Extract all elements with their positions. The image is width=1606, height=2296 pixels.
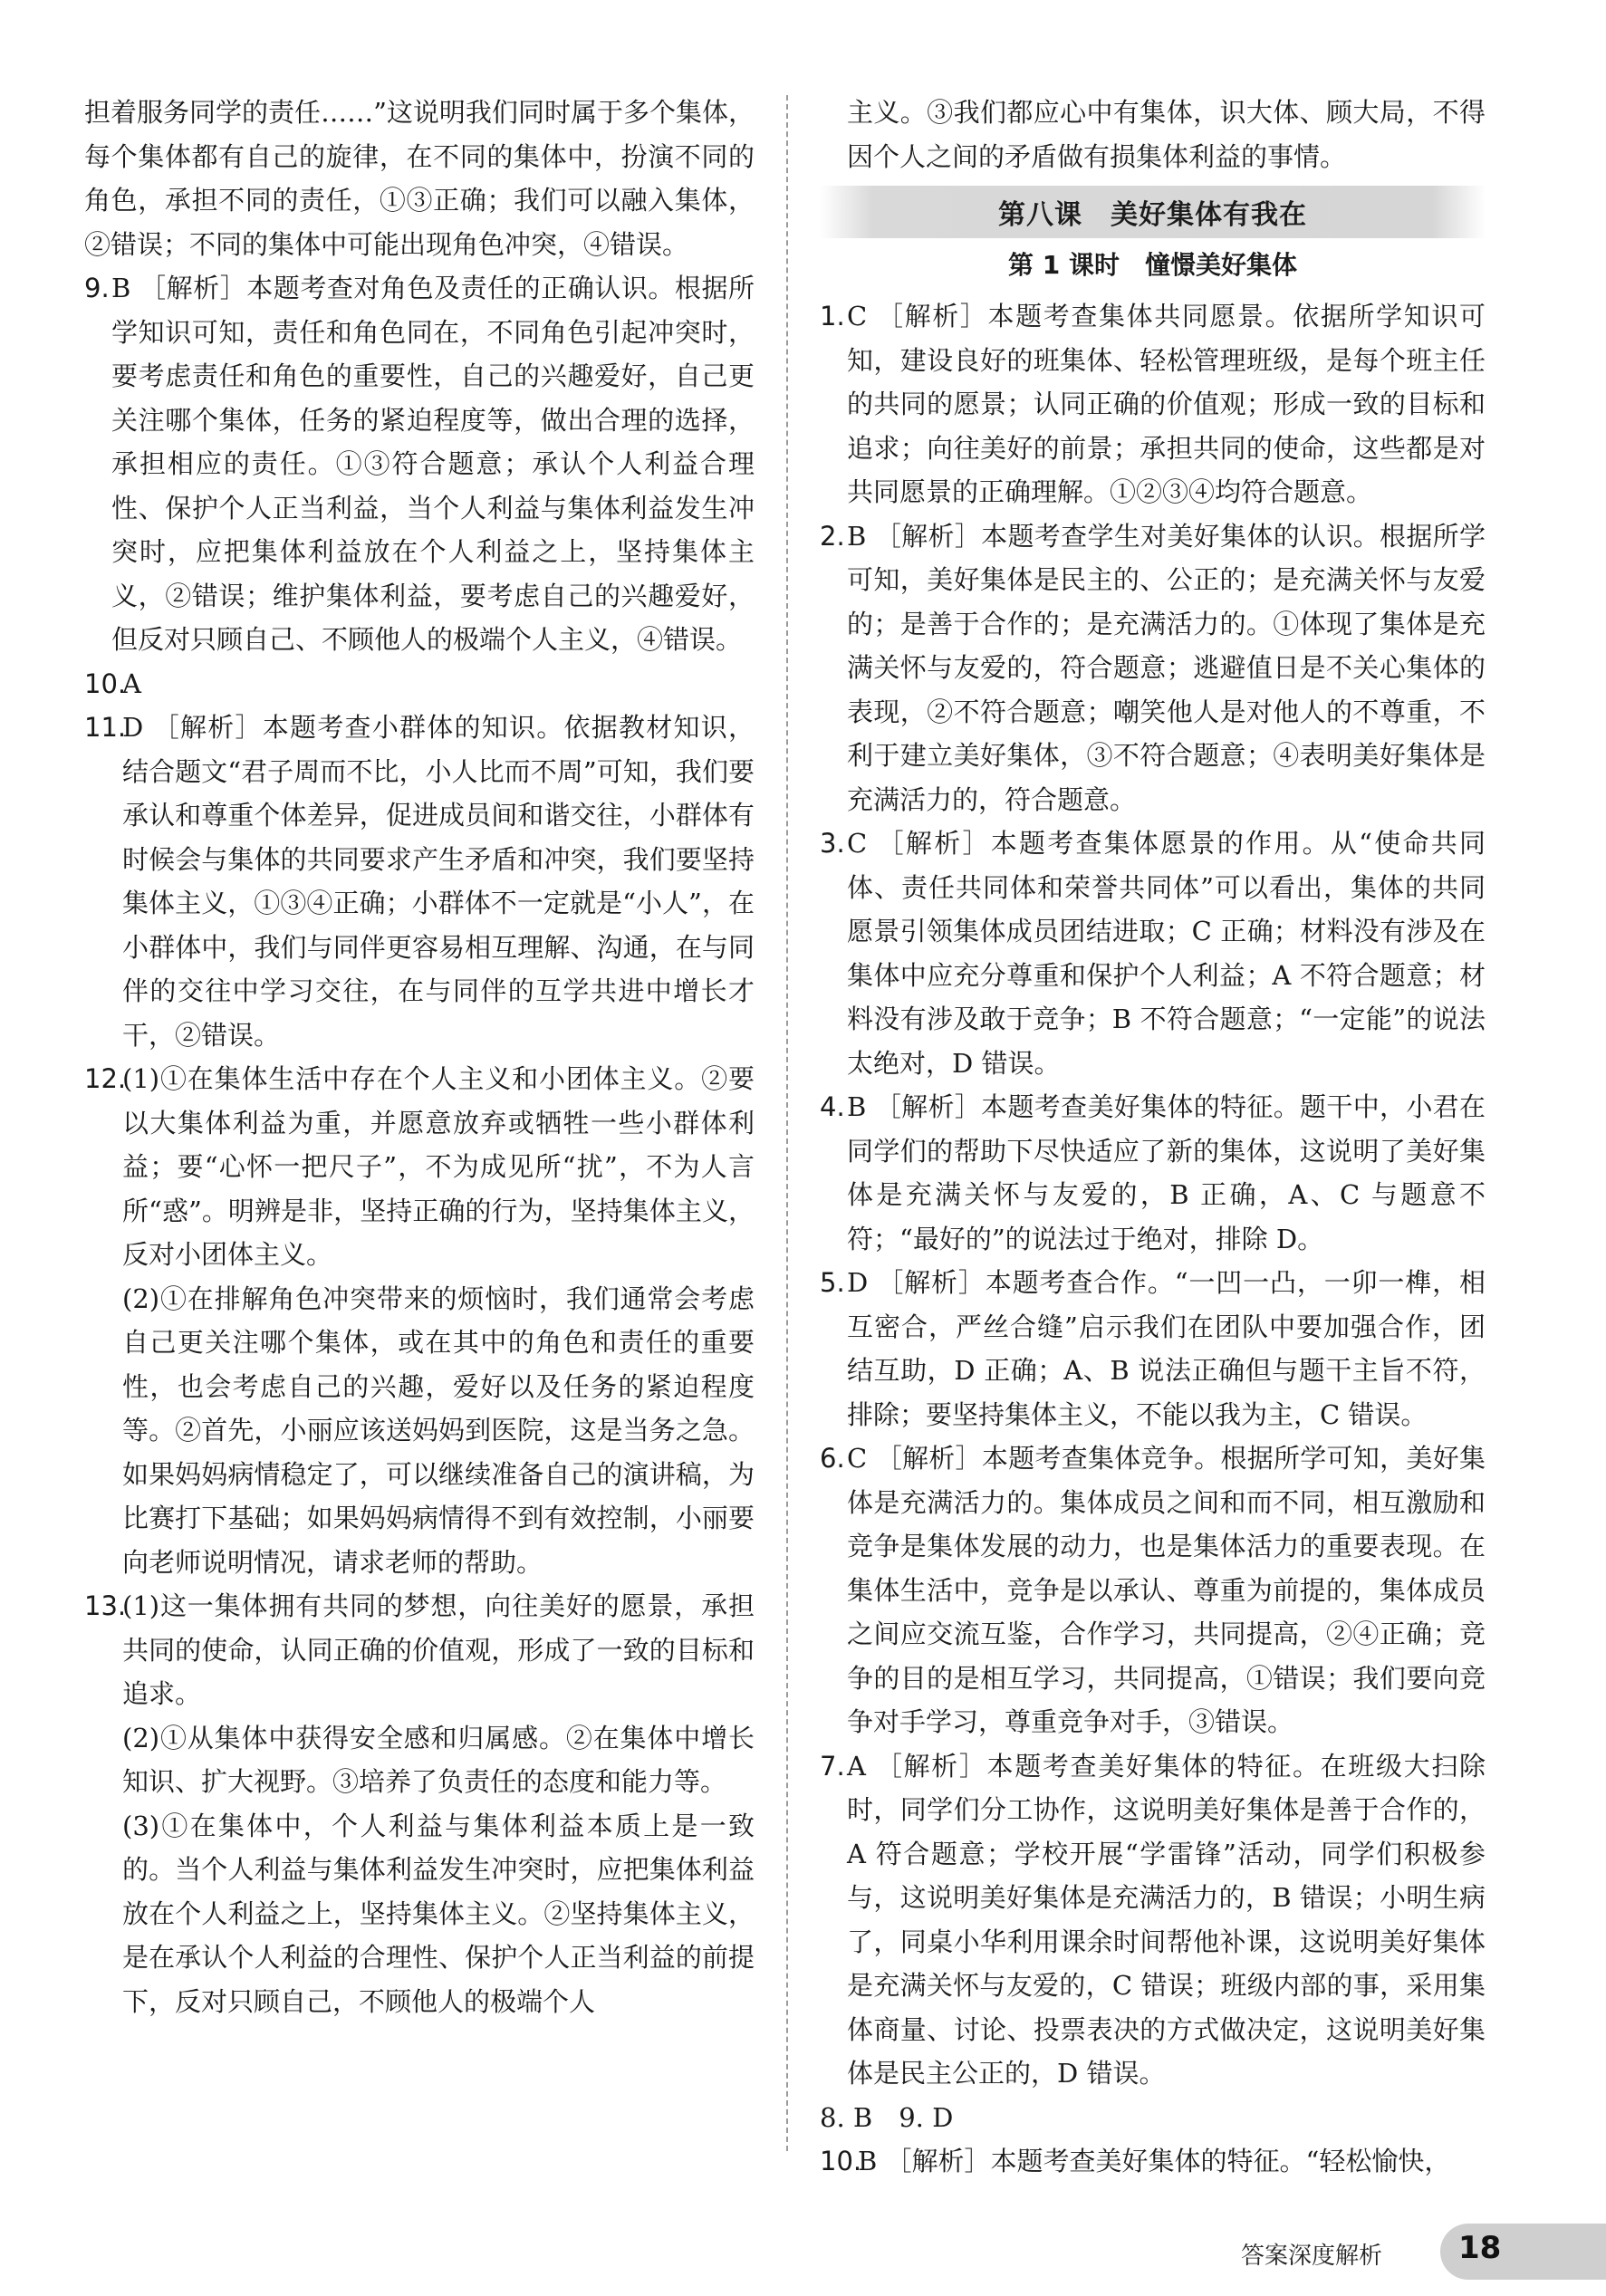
item-text: B ［解析］本题考查对角色及责任的正确认识。根据所学知识可知，责任和角色同在，不同角色引起冲突时，要考虑责任和角色的重要性，自己的兴趣爱好，自己更关注哪个集体，任务的紧迫程度等，做出合理的选择，承担相应的责任。①③符合题意；承认个人利益合理性、保护个人正当利益，当个人利益与集体利益发生冲突时，应把集体利益放在个人利益之上，坚持集体主义，②错误；维护集体利益，要考虑自己的兴趣爱好，但反对只顾自己、不顾他人的极端个人主义，④错误。	[111, 273, 755, 655]
continuation-text: 担着服务同学的责任……”这说明我们同时属于多个集体，每个集体都有自己的旋律，在不同的集体中，扮演不同的角色，承担不同的责任，①③正确；我们可以融入集体，②错误；不同的集体中可能出现角色冲突，④错误。	[84, 97, 755, 260]
answer-item-1	[820, 294, 1486, 514]
item-text: D ［解析］本题考查小群体的知识。依据教材知识，结合题文“君子周而不比，小人比而不周”可知，我们要承认和尊重个体差异，促进成员间和谐交往，小群体有时候会与集体的共同要求产生矛盾和冲突，我们要坚持集体主义，①③④正确；小群体不一定就是“小人”，在小群体中，我们与同伴更容易相互理解、沟通，在与同伴的交往中学习交往，在与同伴的互学共进中增长才干，②错误。	[122, 712, 755, 1051]
sub-answer-2: (2)①在排解角色冲突带来的烦恼时，我们通常会考虑自己更关注哪个集体，或在其中的角色和责任的重要性，也会考虑自己的兴趣，爱好以及任务的紧迫程度等。②首先，小丽应该送妈妈到医院，这是当务之急。如果妈妈病情稳定了，可以继续准备自己的演讲稿，为比赛打下基础；如果妈妈病情得不到有效控制，小丽要向老师说明情况，请求老师的帮助。	[122, 1282, 755, 1578]
lesson-title: 第八课 美好集体有我在	[820, 186, 1486, 238]
column-divider	[786, 95, 788, 2151]
answer-items-8-9: 8. B 9. D	[820, 2101, 954, 2133]
answer-item-11	[84, 706, 755, 1057]
item-text: A ［解析］本题考查美好集体的特征。在班级大扫除时，同学们分工协作，这说明美好集体是善于合作的，A 符合题意；学校开展“学雷锋”活动，同学们积极参与，这说明美好集体是充满活力的，B 错误；小明生病了，同桌小华利用课余时间帮他补课，这说明美好集体是充满关怀与友爱的，C 错误；班级内部的事，采用集体商量、讨论、投票表决的方式做决定，这说明美好集体是民主公正的，D 错误。	[847, 1750, 1486, 2089]
item-number: 3.	[820, 828, 845, 859]
item-text: A	[122, 668, 141, 699]
answer-item-2	[820, 514, 1486, 822]
item-body	[122, 1057, 755, 1584]
right-column	[820, 91, 1486, 2184]
footer-label: 答案深度解析	[1241, 2243, 1383, 2270]
item-text: C ［解析］本题考查集体愿景的作用。从“使命共同体、责任共同体和荣誉共同体”可以看出，集体的共同愿景引领集体成员团结进取；C 正确；材料没有涉及在集体中应充分尊重和保护个人利益；A 不符合题意；材料没有涉及敢于竞争；B 不符合题意；“一定能”的说法太绝对，D 错误。	[847, 828, 1486, 1079]
item-number: 11.	[84, 712, 127, 743]
answer-item-9	[84, 266, 755, 662]
sub-answer-3: (3)①在集体中，个人利益与集体利益本质上是一致的。当个人利益与集体利益发生冲突时，应把集体利益放在个人利益之上，坚持集体主义。②坚持集体主义，是在承认个人利益的合理性、保护个人正当利益的前提下，反对只顾自己，不顾他人的极端个人	[122, 1810, 755, 2017]
sub-answer-2: (2)①从集体中获得安全感和归属感。②在集体中增长知识、扩大视野。③培养了负责任的态度和能力等。	[122, 1722, 755, 1797]
item-text: C ［解析］本题考查集体竞争。根据所学可知，美好集体是充满活力的。集体成员之间和而不同，相互激励和竞争是集体发展的动力，也是集体活力的重要表现。在集体生活中，竞争是以承认、尊重为前提的，集体成员之间应交流互鉴，合作学习，共同提高，②④正确；竞争的目的是相互学习，共同提高，①错误；我们要向竞争对手学习，尊重竞争对手，③错误。	[847, 1443, 1486, 1737]
answer-item-10	[820, 2139, 1486, 2184]
item-number: 5.	[820, 1267, 845, 1298]
item-text: B ［解析］本题考查美好集体的特征。“轻松愉快，	[858, 2146, 1451, 2176]
answer-item-5	[820, 1261, 1486, 1436]
left-column	[84, 91, 755, 2023]
answer-item-6	[820, 1436, 1486, 1744]
page-number: 18	[1458, 2230, 1502, 2266]
item-text: B ［解析］本题考查学生对美好集体的认识。根据所学可知，美好集体是民主的、公正的；是充满关怀与友爱的；是善于合作的；是充满活力的。①体现了集体是充满关怀与友爱的，符合题意；逃避值日是不关心集体的表现，②不符合题意；嘲笑他人是对他人的不尊重，不利于建立美好集体，③不符合题意；④表明美好集体是充满活力的，符合题意。	[847, 520, 1486, 815]
item-number: 1.	[820, 301, 845, 331]
sub-answer-1: (1)①在集体生活中存在个人主义和小团体主义。②要以大集体利益为重，并愿意放弃或牺牲一些小群体利益；要“心怀一把尺子”，不为成见所“扰”，不为人言所“惑”。明辨是非，坚持正确的行为，坚持集体主义，反对小团体主义。	[122, 1063, 755, 1270]
answer-item-4	[820, 1085, 1486, 1261]
item-number: 6.	[820, 1443, 845, 1474]
answer-item-12	[84, 1057, 755, 1584]
lesson-subtitle: 第 1 课时 憧憬美好集体	[1008, 250, 1297, 280]
item-number: 4.	[820, 1091, 845, 1122]
item-number: 10.	[820, 2146, 862, 2176]
answer-item-3	[820, 821, 1486, 1085]
item-text: D ［解析］本题考查合作。“一凹一凸，一卯一榫，相互密合，严丝合缝”启示我们在团队中要加强合作，团结互助，D 正确；A、B 说法正确但与题干主旨不符，排除；要坚持集体主义，不能以我为主，C 错误。	[847, 1267, 1486, 1430]
item-number: 10.	[84, 668, 127, 699]
item-text: C ［解析］本题考查集体共同愿景。依据所学知识可知，建设良好的班集体、轻松管理班级，是每个班主任的共同的愿景；认同正确的价值观；形成一致的目标和追求；向往美好的前景；承担共同的使命，这些都是对共同愿景的正确理解。①②③④均符合题意。	[847, 301, 1486, 507]
item-number: 13.	[84, 1590, 127, 1621]
sub-answer-1: (1)这一集体拥有共同的梦想，向往美好的愿景，承担共同的使命，认同正确的价值观，形成了一致的目标和追求。	[122, 1590, 755, 1709]
answer-item-10	[84, 662, 755, 706]
answer-item-7	[820, 1744, 1486, 2096]
item-text: B ［解析］本题考查美好集体的特征。题干中，小君在同学们的帮助下尽快适应了新的集体，这说明了美好集体是充满关怀与友爱的，B 正确，A、C 与题意不符；“最好的”的说法过于绝对，排除 D。	[847, 1091, 1486, 1254]
item-number: 9.	[84, 273, 110, 303]
item-body	[122, 1584, 755, 2023]
item-number: 7.	[820, 1750, 845, 1782]
item-number: 12.	[84, 1063, 127, 1094]
item-number: 2.	[820, 520, 845, 552]
continuation-text: 主义。③我们都应心中有集体，识大体、顾大局，不得因个人之间的矛盾做有损集体利益的事情。	[847, 97, 1486, 172]
answer-item-13	[84, 1584, 755, 2023]
